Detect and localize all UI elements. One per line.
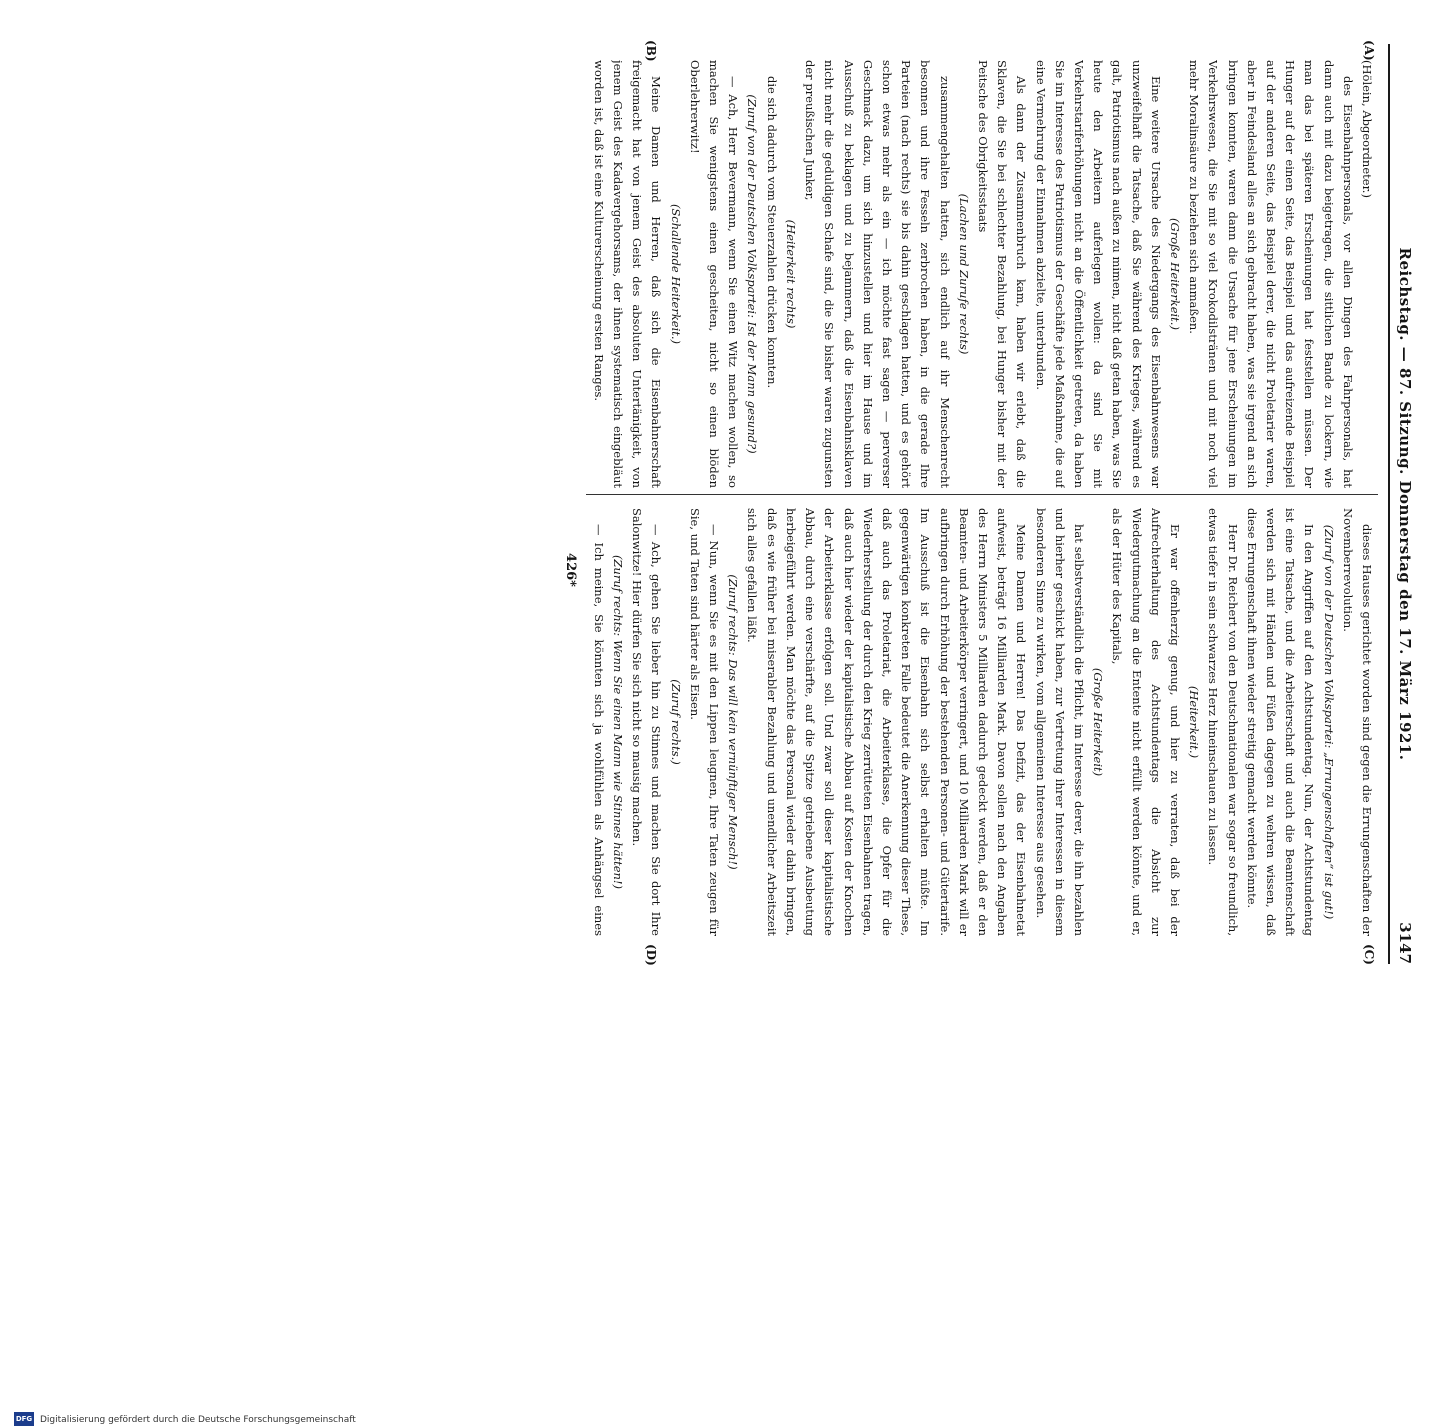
margin-marker-a: (A) [1362,40,1376,61]
stage-direction: (Lachen und Zurufe rechts) [956,193,971,355]
digitization-credit: Digitalisierung gefördert durch die Deutsche Forschungsgemeinschaft [40,1415,356,1425]
page-title: Reichstag. — 87. Sitzung. Donnerstag den 17. März 1921. [1396,247,1414,761]
left-column [590,60,1376,488]
right-column [590,508,1376,936]
margin-marker-d: (D) [644,944,658,966]
stage-direction: (Heiterkeit.) [1187,685,1202,759]
paragraph: zusammengehalten hatten, sich endlich auf ihr Menschenrecht besonnen und ihre Fesseln zerbrochen haben, in die gerade Ihre Parteien (nach rechts) sie bis dahin geschlagen hatten, und es gehört schon etwas mehr als ein — ich möchte fast sagen — perverser Geschmack dazu, um sich hinzustellen und hier im Hause und im Ausschuß zu beklagen und zu bejammern, daß die Eisenbahnsklaven nicht mehr die geduldigen Schafe sind, die Sie bisher waren zugunsten der preußischen Junker, [803,60,952,488]
paragraph: — Ach, Herr Bevermann, wenn Sie einen Witz machen wollen, so machen Sie wenigstens einen gescheiten, nicht so einen blöden Oberlehrerwitz! [687,60,741,488]
stage-direction: (Zuruf von der Deutschen Volkspartei: Ist der Mann gesund?) [745,94,760,454]
stage-direction: (Zuruf rechts.) [668,679,683,765]
paragraph: — Ich meine, Sie könnten sich ja wohlfühlen als Anhängsel eines [591,524,606,936]
paragraph: — Nun, wenn Sie es mit den Lippen leugnen, Ihre Taten zeugen für Sie, und Taten sind härter als Eisen. [687,508,722,936]
printer-signature: 426* [563,553,578,587]
paragraph: Meine Damen und Herren, daß sich die Eisenbahnerschaft freigemacht hat von jenem Geist des absoluten Untertänigkeit, von jenem Geist des Kadavergehorsams, der ihnen systematisch eingebläut worden ist, daß ist eine Kulturerscheinung ersten Ranges. [591,60,664,488]
stage-direction: (Zuruf von der Deutschen Volkspartei: „Errungenschaften“ ist gut!) [1321,524,1336,920]
speaker-name: (Hölein, Abgeordneter.) [1360,60,1374,198]
paragraph: Er war offenherzig genug, und hier zu verraten, daß bei der Aufrechterhaltung des Achtstundentags die Absicht zur Wiedergutmachung an die Entente nicht erfüllt werden könnte, und er, als der Hüter des Kapitals, [1110,508,1182,936]
page-header [1388,44,1416,964]
stage-direction: (Heiterkeit rechts) [783,219,798,329]
column-divider [586,494,1378,495]
paragraph: Als dann der Zusammenbruch kam, haben wir erlebt, daß die Sklaven, die Sie bei schlechter Bezahlung, bei Hunger bisher mit der Peitsche des Obrigkeitsstaats [975,60,1029,488]
paragraph: des Eisenbahnpersonals, vor allen Dingen des Fahrpersonals, hat dann auch mit dazu beigetragen, die sittlichen Bande zu lockern, wie man das bei späteren Erscheinungen hat feststellen müssen. Der Hunger auf der einen Seite, das Beispiel und das aufreizende Beispiel auf der anderen Seite, das Beispiel derer, die nicht Proletarier waren, aber in Feindesland alles an sich gebracht haben, was sie irgend an sich bringen konnten, waren dann die Ursache für jene Erscheinungen im Verkehrswesen, die Sie mit so viel Krokodilstränen und mit noch viel mehr Moralinsäure zu beziehen sich anmaßen. [1187,60,1355,488]
paragraph: Herr Dr. Reichert von den Deutschnationalen war sogar so freundlich, etwas tiefer in sein schwarzes Herz hineinschauen zu lassen. [1206,508,1240,936]
stage-direction: (Schallende Heiterkeit.) [668,203,683,345]
margin-marker-b: (B) [644,40,658,62]
paragraph: dieses Hauses gerichtet worden sind gegen die Errungenschaften der Novemberrevolution. [1340,508,1374,936]
margin-marker-c: (C) [1362,944,1376,965]
dfg-logo: DFG [14,1412,34,1426]
paragraph: die sich dadurch vom Steuerzahlen drücken konnten. [764,76,779,389]
page-number: 3147 [1396,922,1414,964]
stage-direction: (Große Heiterkeit) [1091,667,1106,777]
stage-direction: (Große Heiterkeit.) [1167,218,1182,330]
paragraph: Eine weitere Ursache des Niedergangs des Eisenbahnwesens war unzweifelhaft die Tatsache, daß Sie während des Krieges, während es galt, Patriotismus nach außen zu mimen, nicht daß getan haben, was Sie heute den Arbeitern auferlegen wollen: da sind Sie mit Verkehrstariferhöhungen nicht an die Öffentlichkeit getreten, da haben Sie im Interesse des Patriotismus der Geschäfte jede Maßnahme, die auf eine Vermehrung der Einnahmen abzielte, unterbunden. [1033,60,1163,488]
paragraph: hat selbstverständlich die Pflicht, im Interesse derer, die ihn bezahlen und hierher geschickt haben, zur Vertretung ihrer Interessen in diesem besonderen Sinne zu wirken, vom allgemeinen Interesse aus gesehen. [1033,508,1086,936]
paragraph: In den Angriffen auf den Achtstundentag. Nun, der Achtstundentag ist eine Tatsache, und die Arbeiterschaft und auch die Beamtenschaft werden sich mit Händen und Füßen dagegen zu wehren wissen, daß diese Errungenschaft ihnen wieder streitig gemacht werden könnte. [1244,508,1317,936]
stage-direction: (Zuruf rechts: Das will kein vernünftiger Mensch!) [726,574,741,870]
paragraph: — Ach, gehen Sie lieber hin zu Stinnes und machen Sie dort Ihre Salonwitze! Hier dürfen Sie sich nicht so mausig machen. [630,508,664,936]
paragraph: Meine Damen und Herren! Das Defizit, das der Eisenbahnetat aufweist, beträgt 16 Milliarden Mark. Davon sollen nach den Angaben des Herrn Ministers 5 Milliarden dadurch gedeckt werden, daß er den Beamten- und Arbeiterkörper verringert, und 10 Milliarden Mark will er aufbringen durch Erhöhung der bestehenden Personen- und Gütertarife. Im Ausschuß ist die Eisenbahn sich selbst erhalten müßte. Im gegenwärtigen konkreten Falle bedeutet die Anerkennung dieser These, daß auch das Proletariat, die Arbeiterklasse, die Opfer für die Wiederherstellung der durch den Krieg zerrütteten Eisenbahnen tragen, daß auch hier wieder der kapitalistische Abbau auf Kosten der Knochen der Arbeiterklasse erfolgen soll. Und zwar soll dieser kapitalistische Abbau, durch eine verschärfte, auf die Spitze getriebene Ausbeutung herbeigeführt werden. Man möchte das Personal wieder dahin bringen, daß es wie früher bei miserabler Bezahlung und unendlicher Arbeitszeit sich alles gefallen läßt. [745,508,1029,936]
stage-direction: (Zuruf rechts: Wenn Sie einen Mann wie Stinnes hätten!) [611,554,626,890]
